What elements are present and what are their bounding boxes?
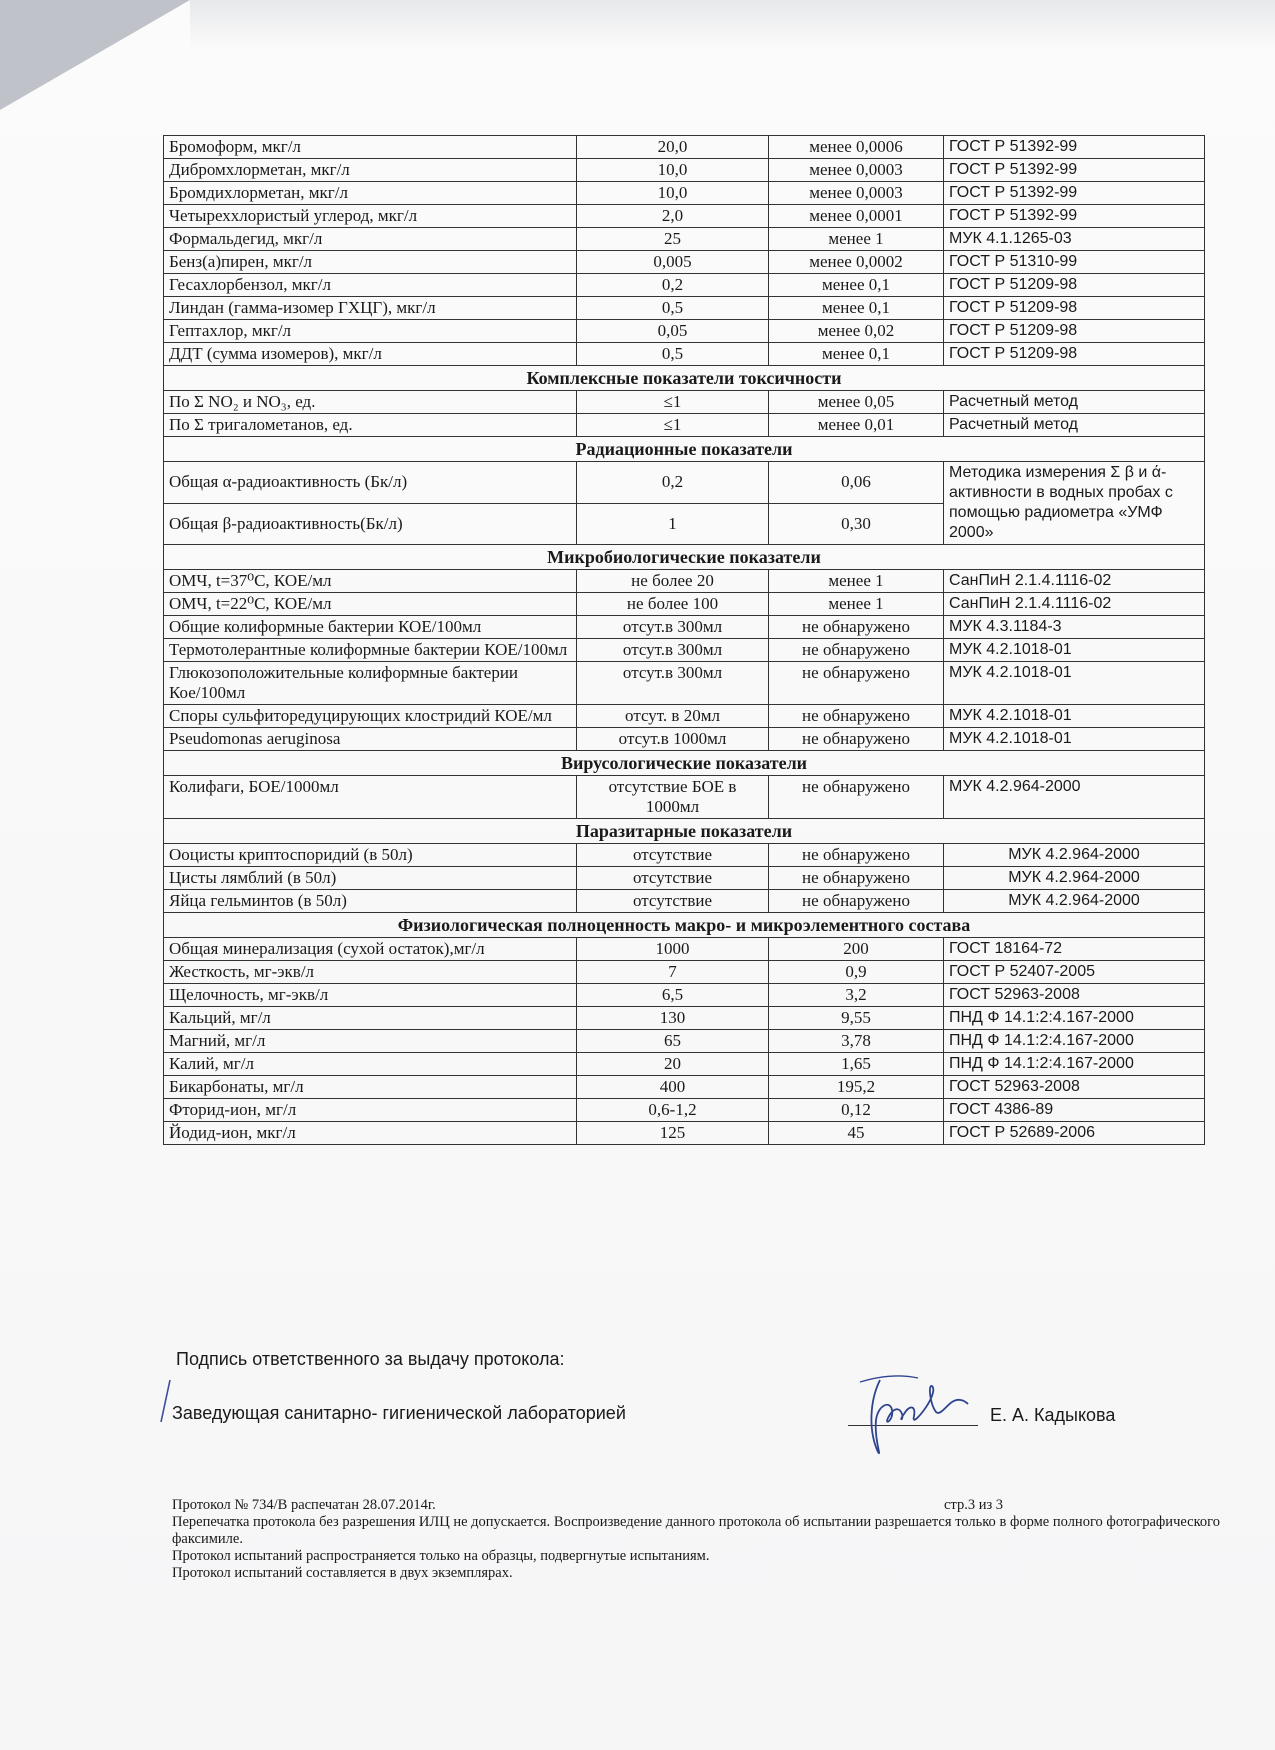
indicator-name-cell: Глюкозоположительные колиформные бактерии Кое/100мл bbox=[164, 662, 577, 705]
indicator-name-cell: ДДТ (сумма изомеров), мкг/л bbox=[164, 343, 577, 366]
indicator-name-cell: Термотолерантные колиформные бактерии КОЕ/100мл bbox=[164, 639, 577, 662]
method-cell: ГОСТ Р 51392-99 bbox=[944, 182, 1205, 205]
table-row bbox=[164, 728, 1205, 751]
indicator-name-cell: Ооцисты криптоспоридий (в 50л) bbox=[164, 844, 577, 867]
results-table-body bbox=[164, 136, 1205, 1145]
section-header-row bbox=[164, 545, 1205, 570]
section-header-row bbox=[164, 819, 1205, 844]
indicator-name-cell: Четыреххлористый углерод, мкг/л bbox=[164, 205, 577, 228]
result-cell: менее 0,0003 bbox=[769, 182, 944, 205]
result-cell: менее 0,0006 bbox=[769, 136, 944, 159]
indicator-name-cell: Яйца гельминтов (в 50л) bbox=[164, 890, 577, 913]
indicator-name-cell: Дибромхлорметан, мкг/л bbox=[164, 159, 577, 182]
table-row bbox=[164, 616, 1205, 639]
table-row bbox=[164, 1099, 1205, 1122]
result-cell: менее 0,1 bbox=[769, 343, 944, 366]
norm-cell: 0,2 bbox=[577, 274, 769, 297]
indicator-name-cell: Общие колиформные бактерии КОЕ/100мл bbox=[164, 616, 577, 639]
result-cell: не обнаружено bbox=[769, 776, 944, 819]
section-header-row bbox=[164, 437, 1205, 462]
method-cell: МУК 4.2.964-2000 bbox=[944, 867, 1205, 890]
table-row bbox=[164, 705, 1205, 728]
norm-cell: отсут. в 20мл bbox=[577, 705, 769, 728]
result-cell: менее 0,0003 bbox=[769, 159, 944, 182]
method-cell: ГОСТ 52963-2008 bbox=[944, 1076, 1205, 1099]
method-cell: Расчетный метод bbox=[944, 391, 1205, 414]
section-title: Комплексные показатели токсичности bbox=[164, 366, 1205, 391]
indicator-name-cell: Общая β-радиоактивность(Бк/л) bbox=[164, 503, 577, 545]
norm-cell: 7 bbox=[577, 961, 769, 984]
signature-name: Е. А. Кадыкова bbox=[990, 1405, 1116, 1425]
margin-pen-mark bbox=[158, 1378, 172, 1426]
section-header-row bbox=[164, 751, 1205, 776]
result-cell: не обнаружено bbox=[769, 728, 944, 751]
table-row bbox=[164, 984, 1205, 1007]
indicator-name-cell: Бромдихлорметан, мкг/л bbox=[164, 182, 577, 205]
norm-cell: 10,0 bbox=[577, 182, 769, 205]
result-cell: 0,9 bbox=[769, 961, 944, 984]
method-cell: ГОСТ Р 51209-98 bbox=[944, 297, 1205, 320]
result-cell: менее 0,0002 bbox=[769, 251, 944, 274]
norm-cell: 0,6-1,2 bbox=[577, 1099, 769, 1122]
method-cell: ПНД Ф 14.1:2:4.167-2000 bbox=[944, 1007, 1205, 1030]
table-row bbox=[164, 228, 1205, 251]
norm-cell: не более 20 bbox=[577, 570, 769, 593]
norm-cell: 0,2 bbox=[577, 462, 769, 504]
result-cell: 3,2 bbox=[769, 984, 944, 1007]
table-row bbox=[164, 1030, 1205, 1053]
norm-cell: отсутствие bbox=[577, 890, 769, 913]
method-cell: МУК 4.1.1265-03 bbox=[944, 228, 1205, 251]
table-row bbox=[164, 961, 1205, 984]
method-cell: Расчетный метод bbox=[944, 414, 1205, 437]
result-cell: менее 1 bbox=[769, 228, 944, 251]
table-row bbox=[164, 274, 1205, 297]
indicator-name-cell: ОМЧ, t=22⁰С, КОЕ/мл bbox=[164, 593, 577, 616]
indicator-name-cell: Магний, мг/л bbox=[164, 1030, 577, 1053]
norm-cell: не более 100 bbox=[577, 593, 769, 616]
table-row bbox=[164, 570, 1205, 593]
table-row bbox=[164, 136, 1205, 159]
footer-page-number: стр.3 из 3 bbox=[944, 1497, 1004, 1513]
norm-cell: отсут.в 300мл bbox=[577, 616, 769, 639]
table-row bbox=[164, 890, 1205, 913]
table-row bbox=[164, 343, 1205, 366]
result-cell: 45 bbox=[769, 1122, 944, 1145]
result-cell: не обнаружено bbox=[769, 844, 944, 867]
norm-cell: ≤1 bbox=[577, 391, 769, 414]
result-cell: менее 0,1 bbox=[769, 274, 944, 297]
result-cell: менее 0,01 bbox=[769, 414, 944, 437]
indicator-name-cell: По Σ NO₂ и NO₃, ед. bbox=[164, 391, 577, 414]
result-cell: не обнаружено bbox=[769, 890, 944, 913]
result-cell: 3,78 bbox=[769, 1030, 944, 1053]
protocol-footer bbox=[172, 1497, 1220, 1582]
table-row bbox=[164, 938, 1205, 961]
result-cell: 0,12 bbox=[769, 1099, 944, 1122]
indicator-name-cell: Гептахлор, мкг/л bbox=[164, 320, 577, 343]
signature-title: Подпись ответственного за выдачу протокола: bbox=[176, 1349, 565, 1369]
method-cell: СанПиН 2.1.4.1116-02 bbox=[944, 593, 1205, 616]
indicator-name-cell: Калий, мг/л bbox=[164, 1053, 577, 1076]
result-cell: менее 0,02 bbox=[769, 320, 944, 343]
norm-cell: 125 bbox=[577, 1122, 769, 1145]
footer-copies-note: Протокол испытаний составляется в двух экземплярах. bbox=[172, 1565, 513, 1581]
result-cell: менее 0,1 bbox=[769, 297, 944, 320]
table-row bbox=[164, 182, 1205, 205]
method-cell: ГОСТ Р 51209-98 bbox=[944, 320, 1205, 343]
method-cell: ПНД Ф 14.1:2:4.167-2000 bbox=[944, 1053, 1205, 1076]
results-table bbox=[163, 135, 1205, 1145]
result-cell: не обнаружено bbox=[769, 662, 944, 705]
method-cell: ГОСТ 52963-2008 bbox=[944, 984, 1205, 1007]
norm-cell: 2,0 bbox=[577, 205, 769, 228]
result-cell: 9,55 bbox=[769, 1007, 944, 1030]
norm-cell: 130 bbox=[577, 1007, 769, 1030]
scan-folded-corner bbox=[0, 0, 190, 110]
method-cell: ГОСТ 4386-89 bbox=[944, 1099, 1205, 1122]
result-cell: не обнаружено bbox=[769, 705, 944, 728]
indicator-name-cell: Бромоформ, мкг/л bbox=[164, 136, 577, 159]
norm-cell: отсутствие БОЕ в 1000мл bbox=[577, 776, 769, 819]
result-cell: не обнаружено bbox=[769, 616, 944, 639]
section-title: Микробиологические показатели bbox=[164, 545, 1205, 570]
result-cell: менее 1 bbox=[769, 593, 944, 616]
norm-cell: 1000 bbox=[577, 938, 769, 961]
result-cell: менее 1 bbox=[769, 570, 944, 593]
method-cell: ГОСТ 18164-72 bbox=[944, 938, 1205, 961]
section-title: Вирусологические показатели bbox=[164, 751, 1205, 776]
result-cell: 0,06 bbox=[769, 462, 944, 504]
method-cell: ГОСТ Р 52689-2006 bbox=[944, 1122, 1205, 1145]
norm-cell: 0,5 bbox=[577, 343, 769, 366]
norm-cell: 0,05 bbox=[577, 320, 769, 343]
table-row bbox=[164, 297, 1205, 320]
method-cell: ГОСТ Р 52407-2005 bbox=[944, 961, 1205, 984]
table-row bbox=[164, 593, 1205, 616]
result-cell: 1,65 bbox=[769, 1053, 944, 1076]
method-cell: ГОСТ Р 51392-99 bbox=[944, 136, 1205, 159]
method-cell: СанПиН 2.1.4.1116-02 bbox=[944, 570, 1205, 593]
table-row bbox=[164, 1076, 1205, 1099]
table-row bbox=[164, 462, 1205, 504]
indicator-name-cell: Общая α-радиоактивность (Бк/л) bbox=[164, 462, 577, 504]
norm-cell: 20 bbox=[577, 1053, 769, 1076]
table-row bbox=[164, 867, 1205, 890]
indicator-name-cell: Жесткость, мг-экв/л bbox=[164, 961, 577, 984]
indicator-name-cell: Фторид-ион, мг/л bbox=[164, 1099, 577, 1122]
result-cell: менее 0,05 bbox=[769, 391, 944, 414]
method-cell: ГОСТ Р 51392-99 bbox=[944, 159, 1205, 182]
footer-protocol-line: Протокол № 734/В распечатан 28.07.2014г. bbox=[172, 1497, 436, 1513]
table-row bbox=[164, 320, 1205, 343]
norm-cell: отсут.в 1000мл bbox=[577, 728, 769, 751]
norm-cell: 65 bbox=[577, 1030, 769, 1053]
method-cell: МУК 4.3.1184-3 bbox=[944, 616, 1205, 639]
indicator-name-cell: Щелочность, мг-экв/л bbox=[164, 984, 577, 1007]
norm-cell: отсут.в 300мл bbox=[577, 662, 769, 705]
table-row bbox=[164, 1053, 1205, 1076]
indicator-name-cell: Колифаги, БОЕ/1000мл bbox=[164, 776, 577, 819]
indicator-name-cell: Йодид-ион, мкг/л bbox=[164, 1122, 577, 1145]
table-row bbox=[164, 639, 1205, 662]
indicator-name-cell: Бикарбонаты, мг/л bbox=[164, 1076, 577, 1099]
table-row bbox=[164, 159, 1205, 182]
signature-position: Заведующая санитарно- гигиенической лабораторией bbox=[172, 1403, 626, 1423]
norm-cell: отсутствие bbox=[577, 867, 769, 890]
indicator-name-cell: Споры сульфиторедуцирующих клостридий КОЕ/мл bbox=[164, 705, 577, 728]
norm-cell: 20,0 bbox=[577, 136, 769, 159]
norm-cell: 0,5 bbox=[577, 297, 769, 320]
footer-scope-note: Протокол испытаний распространяется только на образцы, подвергнутые испытаниям. bbox=[172, 1548, 710, 1564]
method-cell: ГОСТ Р 51392-99 bbox=[944, 205, 1205, 228]
handwritten-signature bbox=[840, 1360, 990, 1460]
table-row bbox=[164, 844, 1205, 867]
method-cell: ГОСТ Р 51209-98 bbox=[944, 343, 1205, 366]
table-row bbox=[164, 776, 1205, 819]
indicator-name-cell: Pseudomonas aeruginosa bbox=[164, 728, 577, 751]
section-header-row bbox=[164, 913, 1205, 938]
table-row bbox=[164, 662, 1205, 705]
norm-cell: 400 bbox=[577, 1076, 769, 1099]
norm-cell: 0,005 bbox=[577, 251, 769, 274]
norm-cell: 6,5 bbox=[577, 984, 769, 1007]
result-cell: 195,2 bbox=[769, 1076, 944, 1099]
indicator-name-cell: Гесахлорбензол, мкг/л bbox=[164, 274, 577, 297]
method-cell: МУК 4.2.964-2000 bbox=[944, 890, 1205, 913]
indicator-name-cell: Кальций, мг/л bbox=[164, 1007, 577, 1030]
result-cell: не обнаружено bbox=[769, 639, 944, 662]
result-cell: 0,30 bbox=[769, 503, 944, 545]
method-cell: МУК 4.2.964-2000 bbox=[944, 776, 1205, 819]
norm-cell: 10,0 bbox=[577, 159, 769, 182]
table-row bbox=[164, 1007, 1205, 1030]
indicator-name-cell: Цисты лямблий (в 50л) bbox=[164, 867, 577, 890]
result-cell: 200 bbox=[769, 938, 944, 961]
table-row bbox=[164, 251, 1205, 274]
section-title: Паразитарные показатели bbox=[164, 819, 1205, 844]
section-header-row bbox=[164, 366, 1205, 391]
method-cell: МУК 4.2.1018-01 bbox=[944, 728, 1205, 751]
method-cell: ГОСТ Р 51209-98 bbox=[944, 274, 1205, 297]
method-cell: МУК 4.2.1018-01 bbox=[944, 662, 1205, 705]
table-row bbox=[164, 205, 1205, 228]
table-row bbox=[164, 1122, 1205, 1145]
section-title: Физиологическая полноценность макро- и микроэлементного состава bbox=[164, 913, 1205, 938]
section-title: Радиационные показатели bbox=[164, 437, 1205, 462]
indicator-name-cell: Бенз(а)пирен, мкг/л bbox=[164, 251, 577, 274]
indicator-name-cell: По Σ тригалометанов, ед. bbox=[164, 414, 577, 437]
indicator-name-cell: Линдан (гамма-изомер ГХЦГ), мкг/л bbox=[164, 297, 577, 320]
norm-cell: ≤1 bbox=[577, 414, 769, 437]
method-cell: МУК 4.2.1018-01 bbox=[944, 639, 1205, 662]
indicator-name-cell: Формальдегид, мкг/л bbox=[164, 228, 577, 251]
method-cell: ПНД Ф 14.1:2:4.167-2000 bbox=[944, 1030, 1205, 1053]
norm-cell: 1 bbox=[577, 503, 769, 545]
footer-reprint-note: Перепечатка протокола без разрешения ИЛЦ не допускается. Воспроизведение данного протокола об испытании разрешается только в форме полного фотографического факсимиле. bbox=[172, 1514, 1220, 1547]
method-cell: МУК 4.2.964-2000 bbox=[944, 844, 1205, 867]
table-row bbox=[164, 391, 1205, 414]
result-cell: менее 0,0001 bbox=[769, 205, 944, 228]
method-cell: ГОСТ Р 51310-99 bbox=[944, 251, 1205, 274]
norm-cell: 25 bbox=[577, 228, 769, 251]
method-cell: МУК 4.2.1018-01 bbox=[944, 705, 1205, 728]
method-cell: Методика измерения Σ β и ά-активности в водных пробах с помощью радиометра «УМФ 2000» bbox=[944, 462, 1205, 545]
scan-top-shadow bbox=[190, 0, 1275, 48]
indicator-name-cell: Общая минерализация (сухой остаток),мг/л bbox=[164, 938, 577, 961]
norm-cell: отсутствие bbox=[577, 844, 769, 867]
result-cell: не обнаружено bbox=[769, 867, 944, 890]
table-row bbox=[164, 414, 1205, 437]
indicator-name-cell: ОМЧ, t=37⁰С, КОЕ/мл bbox=[164, 570, 577, 593]
norm-cell: отсут.в 300мл bbox=[577, 639, 769, 662]
